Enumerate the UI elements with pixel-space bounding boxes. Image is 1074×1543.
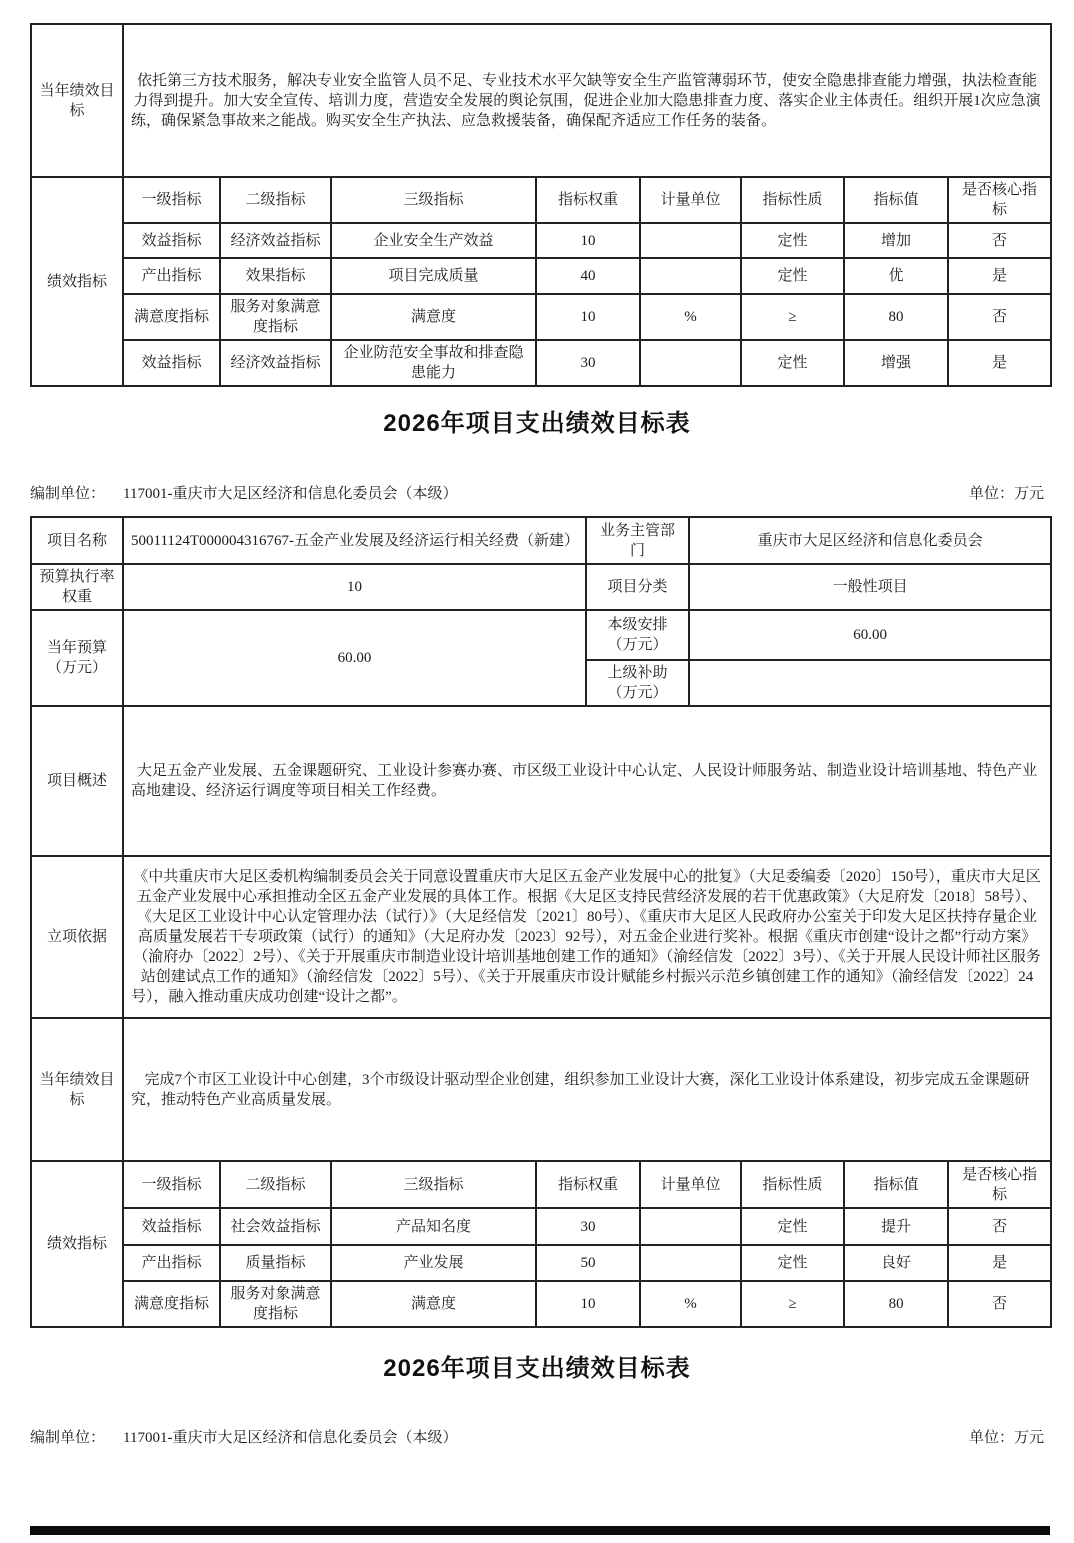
indicator-cell: 30 — [536, 1208, 640, 1245]
indicator-row — [31, 1208, 1051, 1245]
indicator-cell: 定性 — [741, 258, 844, 294]
indicator-cell: 10 — [536, 294, 640, 340]
indicator-cell: 80 — [844, 1281, 948, 1327]
col-header-unit: 计量单位 — [640, 177, 741, 223]
annual-goal-label: 当年绩效目标 — [31, 24, 123, 177]
annual-goal-text: 依托第三方技术服务，解决专业安全监管人员不足、专业技术水平欠缺等安全生产监管薄弱环节，使安全隐患排查能力增强，执法检查能力得到提升。加大安全宣传、培训力度，营造安全发展的舆论氛围，促进企业加大隐患排查力度、落实企业主体责任。组织开展1次应急演练，确保紧急事故来之能战。购买安全生产执法、应急救援装备，确保配齐适应工作任务的装备。 — [123, 24, 1051, 177]
indicator-header-row — [31, 1161, 1051, 1208]
col-header-nature: 指标性质 — [741, 1161, 844, 1208]
indicator-cell: 定性 — [741, 223, 844, 258]
category-value: 一般性项目 — [689, 564, 1051, 610]
indicator-cell: 企业防范安全事故和排查隐患能力 — [331, 340, 536, 386]
annual-goal-label: 当年绩效目标 — [31, 1018, 123, 1161]
indicator-cell: 满意度指标 — [123, 1281, 220, 1327]
indicator-cell: 否 — [948, 1208, 1051, 1245]
indicator-cell: 定性 — [741, 1208, 844, 1245]
indicator-cell: 服务对象满意度指标 — [220, 294, 331, 340]
overview-text: 大足五金产业发展、五金课题研究、工业设计参赛办赛、市区级工业设计中心认定、人民设计师服务站、制造业设计培训基地、特色产业高地建设、经济运行调度等项目相关工作经费。 — [123, 706, 1051, 856]
col-header-level2: 二级指标 — [220, 177, 331, 223]
indicator-cell: 经济效益指标 — [220, 223, 331, 258]
indicator-row — [31, 258, 1051, 294]
exec-weight-value: 10 — [123, 564, 586, 610]
col-header-nature: 指标性质 — [741, 177, 844, 223]
indicator-cell: 增强 — [844, 340, 948, 386]
page-title: 2026年项目支出绩效目标表 — [383, 410, 691, 437]
indicator-cell: 50 — [536, 1245, 640, 1281]
col-header-level1: 一级指标 — [123, 177, 220, 223]
indicator-row — [31, 1281, 1051, 1327]
col-header-value: 指标值 — [844, 1161, 948, 1208]
col-header-level2: 二级指标 — [220, 1161, 331, 1208]
indicator-cell — [640, 223, 741, 258]
prepared-by-value: 117001-重庆市大足区经济和信息化委员会（本级） — [123, 486, 458, 502]
indicator-cell: 经济效益指标 — [220, 340, 331, 386]
indicator-cell: 效益指标 — [123, 223, 220, 258]
indicator-cell: 产出指标 — [123, 1245, 220, 1281]
indicator-cell: 效益指标 — [123, 340, 220, 386]
indicator-cell: % — [640, 294, 741, 340]
next-table-clipped-border — [30, 1526, 1050, 1535]
col-header-level1: 一级指标 — [123, 1161, 220, 1208]
project-name-row — [31, 517, 1051, 564]
unit-label: 单位：万元 — [968, 1430, 1044, 1446]
annual-goal-row — [31, 24, 1051, 177]
indicator-cell: 否 — [948, 294, 1051, 340]
indicator-cell: 增加 — [844, 223, 948, 258]
indicator-cell: 30 — [536, 340, 640, 386]
indicator-cell: 满意度 — [331, 294, 536, 340]
indicator-row — [31, 223, 1051, 258]
basis-row — [31, 856, 1051, 1018]
exec-weight-label: 预算执行率权重 — [31, 564, 123, 610]
basis-label: 立项依据 — [31, 856, 123, 1018]
col-header-weight: 指标权重 — [536, 177, 640, 223]
category-label: 项目分类 — [586, 564, 689, 610]
exec-weight-row — [31, 564, 1051, 610]
indicator-row — [31, 1245, 1051, 1281]
col-header-weight: 指标权重 — [536, 1161, 640, 1208]
indicator-cell: 产品知名度 — [331, 1208, 536, 1245]
subsidy-label: 上级补助（万元） — [586, 660, 689, 706]
indicator-cell: 定性 — [741, 340, 844, 386]
document-page — [0, 23, 1074, 1543]
indicator-cell: 效益指标 — [123, 1208, 220, 1245]
indicator-cell: 良好 — [844, 1245, 948, 1281]
prepared-by-label: 编制单位： — [30, 486, 106, 502]
indicator-cell: 效果指标 — [220, 258, 331, 294]
overview-row — [31, 706, 1051, 856]
performance-indicator-label: 绩效指标 — [31, 177, 123, 386]
col-header-level3: 三级指标 — [331, 1161, 536, 1208]
project-name-label: 项目名称 — [31, 517, 123, 564]
col-header-unit: 计量单位 — [640, 1161, 741, 1208]
indicator-header-row — [31, 177, 1051, 223]
indicator-cell: 是 — [948, 258, 1051, 294]
indicator-row — [31, 294, 1051, 340]
prepared-by-value: 117001-重庆市大足区经济和信息化委员会（本级） — [123, 1430, 458, 1446]
indicator-cell — [640, 258, 741, 294]
col-header-core: 是否核心指标 — [948, 1161, 1051, 1208]
indicator-cell — [640, 1208, 741, 1245]
col-header-value: 指标值 — [844, 177, 948, 223]
col-header-core: 是否核心指标 — [948, 177, 1051, 223]
dept-label: 业务主管部门 — [586, 517, 689, 564]
page-title: 2026年项目支出绩效目标表 — [383, 1355, 691, 1382]
indicator-cell: 40 — [536, 258, 640, 294]
indicator-cell: 是 — [948, 340, 1051, 386]
annual-goal-text: 完成7个市区工业设计中心创建，3个市级设计驱动型企业创建，组织参加工业设计大赛，深化工业设计体系建设，初步完成五金课题研究，推动特色产业高质量发展。 — [123, 1018, 1051, 1161]
subsidy-value — [689, 660, 1051, 706]
indicator-cell: 满意度指标 — [123, 294, 220, 340]
indicator-cell: 企业安全生产效益 — [331, 223, 536, 258]
budget-label: 当年预算（万元） — [31, 610, 123, 706]
indicator-cell: 产出指标 — [123, 258, 220, 294]
indicator-cell — [640, 1245, 741, 1281]
indicator-cell: ≥ — [741, 1281, 844, 1327]
performance-indicator-label: 绩效指标 — [31, 1161, 123, 1327]
prepared-by — [30, 1428, 457, 1448]
indicator-cell: 项目完成质量 — [331, 258, 536, 294]
indicator-cell: % — [640, 1281, 741, 1327]
indicator-cell — [640, 340, 741, 386]
project-performance-table — [30, 516, 1052, 1328]
indicator-cell: 满意度 — [331, 1281, 536, 1327]
prepared-by-label: 编制单位： — [30, 1430, 106, 1446]
local-budget-value: 60.00 — [689, 610, 1051, 660]
indicator-cell: 优 — [844, 258, 948, 294]
overview-label: 项目概述 — [31, 706, 123, 856]
unit-label: 单位：万元 — [968, 486, 1044, 502]
prepared-by-line — [30, 1428, 1044, 1448]
indicator-cell: 提升 — [844, 1208, 948, 1245]
indicator-cell: 是 — [948, 1245, 1051, 1281]
indicator-cell: ≥ — [741, 294, 844, 340]
project-name-value: 50011124T000004316767-五金产业发展及经济运行相关经费（新建） — [123, 517, 586, 564]
indicator-cell: 服务对象满意度指标 — [220, 1281, 331, 1327]
prepared-by-line — [30, 484, 1044, 504]
indicator-cell: 定性 — [741, 1245, 844, 1281]
indicator-cell: 社会效益指标 — [220, 1208, 331, 1245]
col-header-level3: 三级指标 — [331, 177, 536, 223]
basis-text: 《中共重庆市大足区委机构编制委员会关于同意设置重庆市大足区五金产业发展中心的批复》（大足委编委〔2020〕150号），重庆市大足区五金产业发展中心承担推动全区五金产业发展的具体工作。根据《大足区支持民营经济发展的若干优惠政策》（大足府发〔2018〕58号）、《大足区工业设计中心认定管理办法（试行）》（大足经信发〔2021〕80号）、《重庆市大足区人民政府办公室关于印发大足区扶持存量企业高质量发展若干专项政策（试行）的通知》（大足府办发〔2023〕92号），对五金企业进行奖补。根据《重庆市创建“设计之都”行动方案》（渝府办〔2022〕2号）、《关于开展重庆市制造业设计培训基地创建工作的通知》（渝经信发〔2022〕3号）、《关于开展人民设计师社区服务站创建试点工作的通知》（渝经信发〔2022〕5号）、《关于开展重庆市设计赋能乡村振兴示范乡镇创建工作的通知》（渝经信发〔2022〕24号），融入推动重庆成功创建“设计之都”。 — [123, 856, 1051, 1018]
indicator-cell: 10 — [536, 1281, 640, 1327]
budget-value: 60.00 — [123, 610, 586, 706]
prepared-by — [30, 484, 457, 504]
local-budget-label: 本级安排（万元） — [586, 610, 689, 660]
dept-value: 重庆市大足区经济和信息化委员会 — [689, 517, 1051, 564]
indicator-cell: 产业发展 — [331, 1245, 536, 1281]
indicator-cell: 质量指标 — [220, 1245, 331, 1281]
indicator-row — [31, 340, 1051, 386]
indicator-cell: 否 — [948, 1281, 1051, 1327]
annual-goal-row — [31, 1018, 1051, 1161]
indicator-cell: 10 — [536, 223, 640, 258]
budget-row — [31, 610, 1051, 660]
prev-page-performance-table — [30, 23, 1052, 387]
indicator-cell: 否 — [948, 223, 1051, 258]
indicator-cell: 80 — [844, 294, 948, 340]
